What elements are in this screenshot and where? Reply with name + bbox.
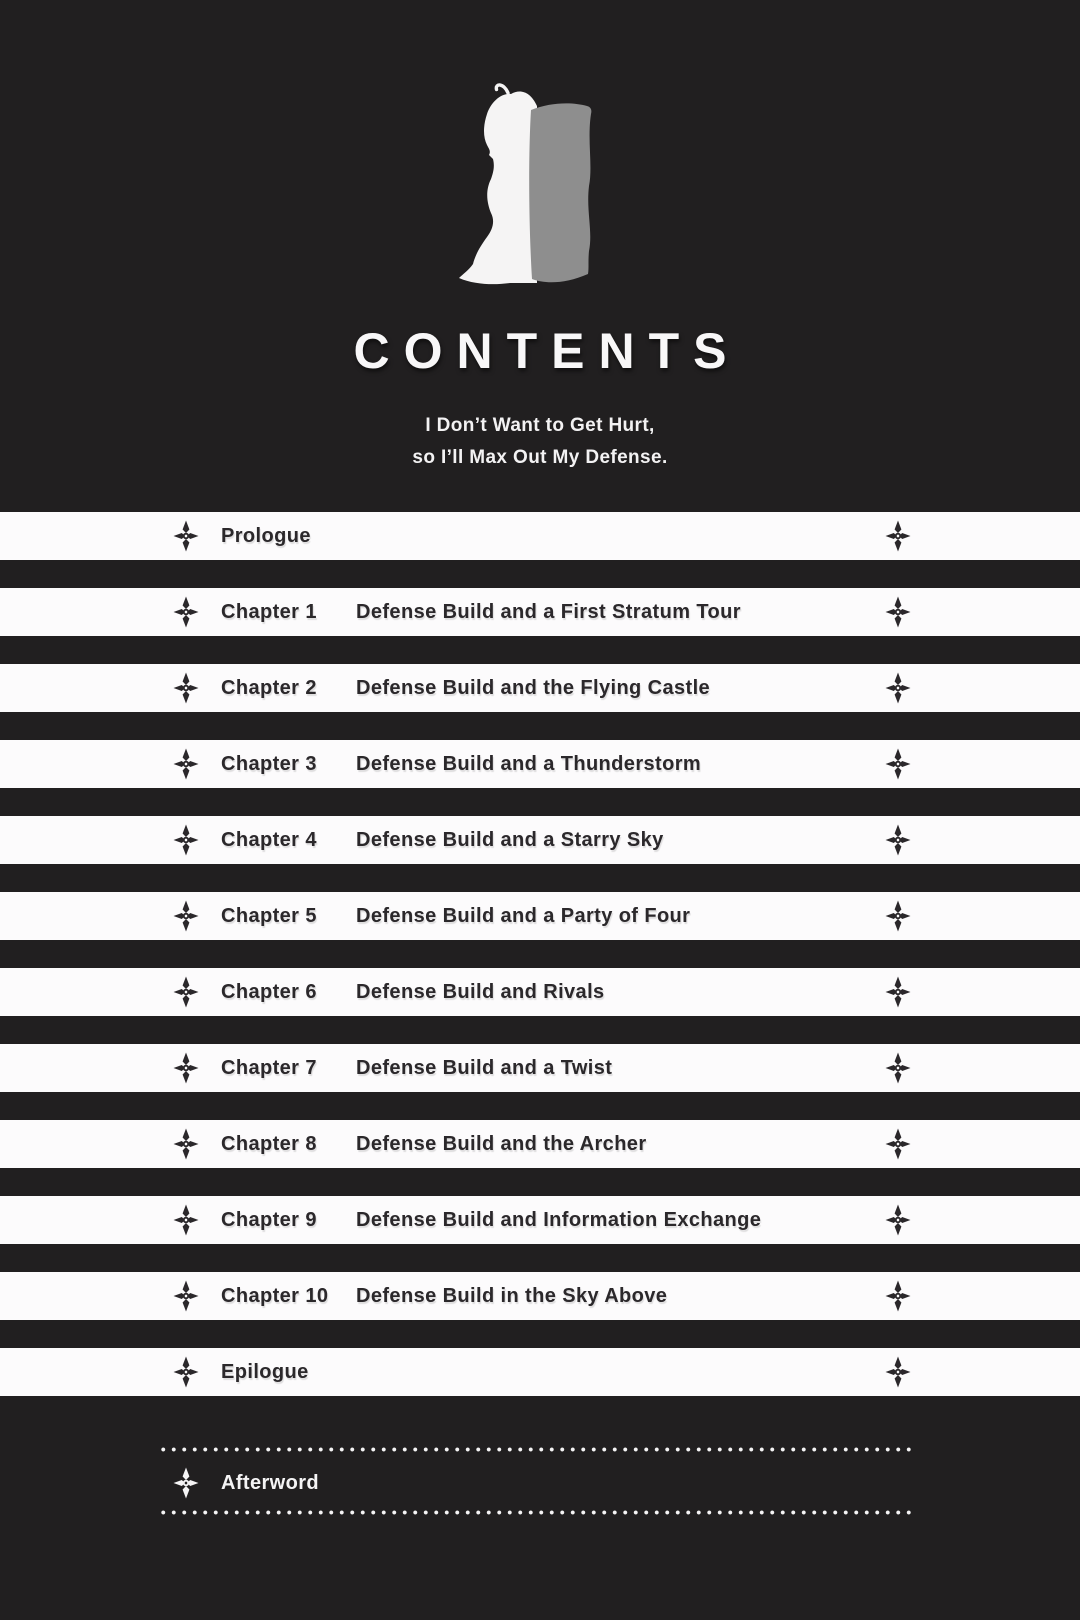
toc-row[interactable]: [0, 1044, 1080, 1092]
compass-ornament-icon: [885, 900, 911, 932]
compass-ornament-icon: [173, 672, 199, 704]
toc-row[interactable]: [0, 1348, 1080, 1396]
compass-ornament-icon: [173, 1467, 199, 1499]
girl-with-shield-icon: [425, 80, 605, 300]
compass-ornament-icon: [173, 1356, 199, 1388]
chapter-label: Chapter 7: [221, 1056, 317, 1079]
chapter-label: Chapter 3: [221, 752, 317, 775]
compass-ornament-icon: [885, 596, 911, 628]
page-title: CONTENTS: [353, 323, 741, 379]
chapter-title: Defense Build and the Flying Castle: [356, 676, 711, 699]
chapter-label: Chapter 1: [221, 600, 317, 623]
compass-ornament-icon: [885, 1280, 911, 1312]
toc-row[interactable]: [0, 1120, 1080, 1168]
compass-ornament-icon: [173, 1052, 199, 1084]
compass-ornament-icon: [173, 1128, 199, 1160]
chapter-label: Chapter 6: [221, 980, 317, 1003]
compass-ornament-icon: [173, 520, 199, 552]
chapter-title: Defense Build and a Twist: [356, 1056, 613, 1079]
toc-row[interactable]: [0, 588, 1080, 636]
toc-row[interactable]: [0, 512, 1080, 560]
compass-ornament-icon: [885, 520, 911, 552]
compass-ornament-icon: [885, 1128, 911, 1160]
chapter-label: Epilogue: [221, 1360, 309, 1383]
compass-ornament-icon: [885, 824, 911, 856]
compass-ornament-icon: [173, 748, 199, 780]
compass-ornament-icon: [885, 672, 911, 704]
compass-ornament-icon: [173, 900, 199, 932]
compass-ornament-icon: [173, 1204, 199, 1236]
afterword-label: Afterword: [221, 1471, 320, 1494]
compass-ornament-icon: [173, 976, 199, 1008]
chapter-title: Defense Build in the Sky Above: [356, 1284, 668, 1307]
chapter-title: Defense Build and the Archer: [356, 1132, 647, 1155]
toc-row[interactable]: [0, 892, 1080, 940]
compass-ornament-icon: [173, 596, 199, 628]
subtitle-line-2: so I’ll Max Out My Defense.: [412, 447, 668, 468]
chapter-title: Defense Build and a Party of Four: [356, 904, 691, 927]
toc-row[interactable]: [0, 1196, 1080, 1244]
compass-ornament-icon: [885, 1356, 911, 1388]
compass-ornament-icon: [173, 1280, 199, 1312]
toc-row[interactable]: [0, 816, 1080, 864]
afterword-row[interactable]: [0, 1459, 1080, 1507]
chapter-label: Chapter 2: [221, 676, 317, 699]
toc-row[interactable]: [0, 968, 1080, 1016]
chapter-label: Prologue: [221, 524, 311, 547]
dotted-divider-top: [158, 1447, 914, 1452]
chapter-title: Defense Build and a Starry Sky: [356, 828, 664, 851]
chapter-title: Defense Build and Information Exchange: [356, 1208, 762, 1231]
chapter-label: Chapter 4: [221, 828, 317, 851]
chapter-title: Defense Build and a Thunderstorm: [356, 752, 702, 775]
dotted-divider-bottom: [158, 1510, 914, 1515]
chapter-label: Chapter 5: [221, 904, 317, 927]
compass-ornament-icon: [885, 1204, 911, 1236]
book-subtitle: [0, 410, 1080, 474]
compass-ornament-icon: [885, 976, 911, 1008]
subtitle-line-1: I Don’t Want to Get Hurt,: [425, 415, 655, 436]
compass-ornament-icon: [885, 748, 911, 780]
toc-row[interactable]: [0, 1272, 1080, 1320]
chapter-title: Defense Build and a First Stratum Tour: [356, 600, 741, 623]
chapter-label: Chapter 9: [221, 1208, 317, 1231]
compass-ornament-icon: [885, 1052, 911, 1084]
chapter-label: Chapter 10: [221, 1284, 329, 1307]
chapter-label: Chapter 8: [221, 1132, 317, 1155]
toc-row[interactable]: [0, 664, 1080, 712]
compass-ornament-icon: [173, 824, 199, 856]
toc-row[interactable]: [0, 740, 1080, 788]
chapter-title: Defense Build and Rivals: [356, 980, 605, 1003]
